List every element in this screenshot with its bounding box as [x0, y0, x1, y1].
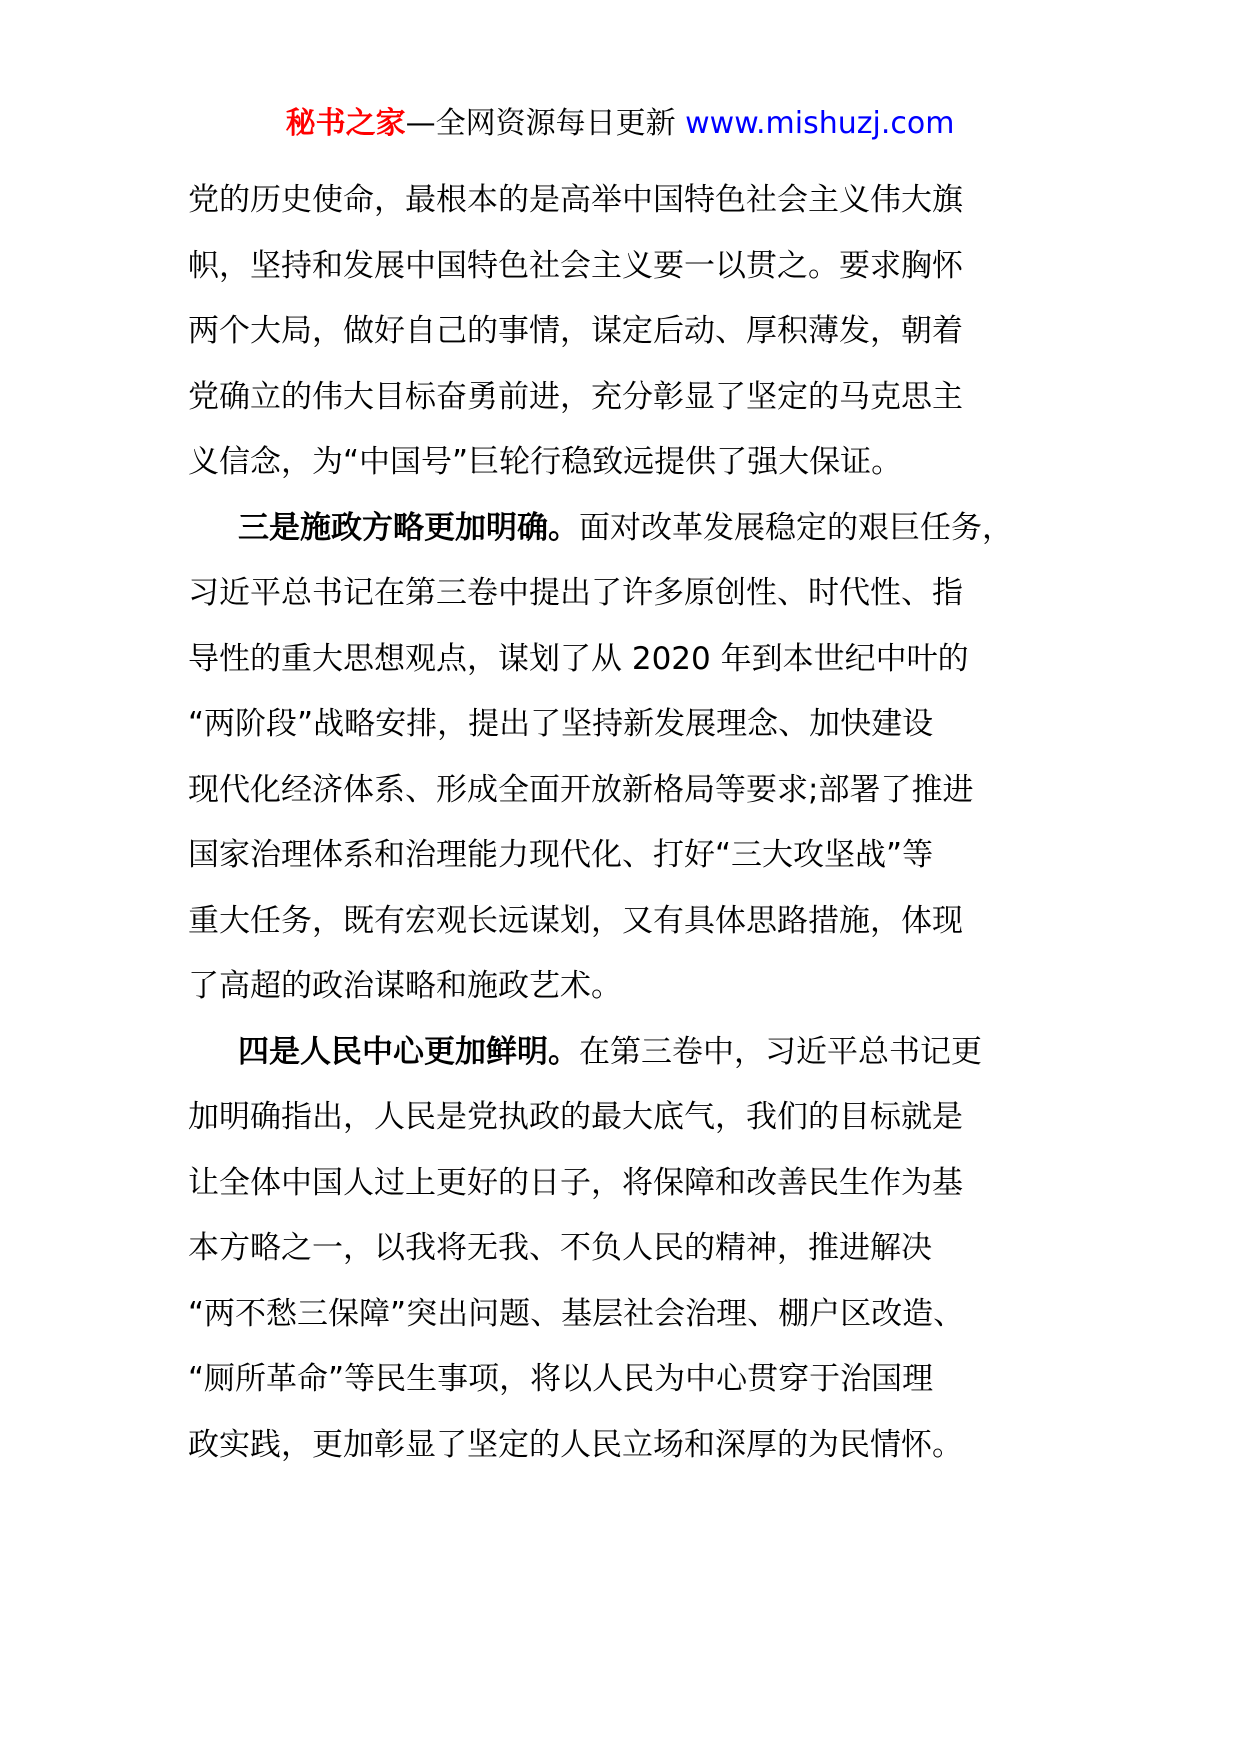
line-text: 帜，坚持和发展中国特色社会主义要一以贯之。要求胸怀: [188, 247, 963, 284]
header-url-link[interactable]: www.mishuzj.com: [685, 106, 955, 141]
text-line: [188, 299, 1088, 365]
text-line: [188, 758, 1088, 824]
text-line: [188, 954, 1088, 1020]
line-text: “厕所革命”等民生事项，将以人民为中心贯穿于治国理: [188, 1361, 934, 1397]
text-line: [188, 1151, 1088, 1217]
line-text: 习近平总书记在第三卷中提出了许多原创性、时代性、指: [188, 575, 963, 611]
text-line: [188, 561, 1088, 627]
text-line: [188, 823, 1088, 889]
header-brand: 秘书之家: [285, 106, 406, 141]
line-text: 加明确指出，人民是党执政的最大底气，我们的目标就是: [188, 1099, 963, 1135]
paragraph-lead-line: [188, 496, 1088, 562]
text-line: [188, 365, 1088, 431]
line-text: 本方略之一，以我将无我、不负人民的精神，推进解决: [188, 1230, 932, 1266]
line-text: 了高超的政治谋略和施政艺术。: [188, 968, 622, 1004]
line-text: 面对改革发展稳定的艰巨任务，: [579, 509, 1013, 546]
text-line: [188, 430, 1088, 496]
line-text: 导性的重大思想观点，谋划了从 2020 年到本世纪中叶的: [188, 640, 969, 677]
line-text: 在第三卷中，习近平总书记更: [579, 1033, 982, 1070]
line-text: 义信念，为“中国号”巨轮行稳致远提供了强大保证。: [188, 444, 903, 480]
line-text: 国家治理体系和治理能力现代化、打好“三大攻坚战”等: [188, 837, 934, 873]
paragraph-heading: 四是人民中心更加鲜明。: [238, 1033, 579, 1070]
text-line: [188, 1347, 1088, 1413]
paragraph-heading: 三是施政方略更加明确。: [238, 509, 579, 546]
paragraph-lead-line: [188, 1020, 1088, 1086]
text-line: [188, 889, 1088, 955]
text-line: [188, 692, 1088, 758]
text-line: [188, 1413, 1088, 1479]
line-text: “两阶段”战略安排，提出了坚持新发展理念、加快建设: [188, 706, 934, 742]
line-text: 政实践，更加彰显了坚定的人民立场和深厚的为民情怀。: [188, 1426, 963, 1463]
line-text: “两不愁三保障”突出问题、基层社会治理、棚户区改造、: [188, 1295, 965, 1332]
line-text: 党确立的伟大目标奋勇前进，充分彰显了坚定的马克思主: [188, 378, 963, 415]
line-text: 现代化经济体系、形成全面开放新格局等要求;部署了推进: [188, 771, 974, 808]
text-line: [188, 234, 1088, 300]
text-line: [188, 627, 1088, 693]
page-header: [0, 104, 1240, 144]
document-body: [188, 168, 1088, 1478]
line-text: 让全体中国人过上更好的日子，将保障和改善民生作为基: [188, 1164, 963, 1201]
line-text: 两个大局，做好自己的事情，谋定后动、厚积薄发，朝着: [188, 313, 963, 349]
text-line: [188, 168, 1088, 234]
text-line: [188, 1282, 1088, 1348]
line-text: 重大任务，既有宏观长远谋划，又有具体思路措施，体现: [188, 902, 963, 939]
text-line: [188, 1216, 1088, 1282]
text-line: [188, 1085, 1088, 1151]
line-text: 党的历史使命，最根本的是高举中国特色社会主义伟大旗: [188, 182, 963, 218]
header-tagline: —全网资源每日更新: [405, 106, 676, 141]
